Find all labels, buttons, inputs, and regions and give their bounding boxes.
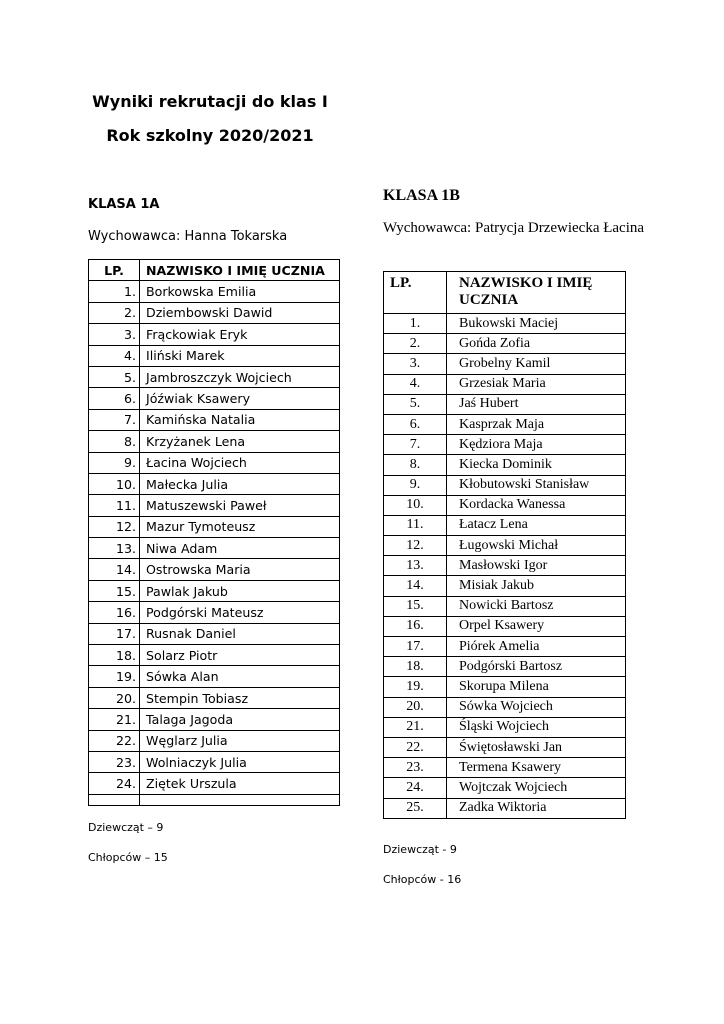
class-1a-heading: KLASA 1A [88,197,160,212]
student-name: Sówka Alan [140,666,340,687]
class-1b-heading: KLASA 1B [383,187,460,204]
row-number: 8. [384,455,447,475]
row-number: 23. [384,758,447,778]
table-row [89,473,340,494]
row-number: 10. [384,495,447,515]
student-name: Mazur Tymoteusz [140,516,340,537]
class-1b-boys-count: Chłopców - 16 [383,873,462,886]
row-number: 3. [89,324,140,345]
table-row [89,516,340,537]
row-number: 17. [89,623,140,644]
student-name: Talaga Jagoda [140,709,340,730]
row-number: 14. [89,559,140,580]
row-number: 24. [89,773,140,794]
student-name: Łacina Wojciech [140,452,340,473]
row-number: 1. [384,314,447,334]
table-row [384,475,626,495]
table-row [89,281,340,302]
row-number: 19. [384,677,447,697]
row-number: 9. [89,452,140,473]
student-name: Wolniaczyk Julia [140,751,340,772]
student-name: Sówka Wojciech [447,697,626,717]
student-name: Masłowski Igor [447,556,626,576]
student-name: Kłobutowski Stanisław [447,475,626,495]
student-name: Łatacz Lena [447,515,626,535]
table-row [89,666,340,687]
class-1a-teacher: Wychowawca: Hanna Tokarska [88,229,288,244]
student-name: Kędziora Maja [447,435,626,455]
table-row [384,394,626,414]
student-name: Ługowski Michał [447,536,626,556]
student-name: Frąckowiak Eryk [140,324,340,345]
student-name: Orpel Ksawery [447,616,626,636]
row-number: 6. [89,388,140,409]
table-row [89,409,340,430]
student-name: Bukowski Maciej [447,314,626,334]
student-name: Matuszewski Paweł [140,495,340,516]
table-row [384,697,626,717]
empty-row [89,794,340,805]
row-number: 24. [384,778,447,798]
student-name: Jambroszczyk Wojciech [140,366,340,387]
column-header-name: NAZWISKO I IMIĘ UCZNIA [140,260,340,281]
table-row [384,616,626,636]
row-number: 2. [89,302,140,323]
school-year-title: Rok szkolny 2020/2021 [106,126,314,145]
table-row [384,717,626,737]
row-number: 8. [89,431,140,452]
student-name: Wojtczak Wojciech [447,778,626,798]
student-name: Iliński Marek [140,345,340,366]
table-row [384,455,626,475]
class-1b-table [383,271,626,819]
student-name: Dziembowski Dawid [140,302,340,323]
row-number: 1. [89,281,140,302]
student-name: Grobelny Kamil [447,354,626,374]
row-number: 13. [384,556,447,576]
table-row [89,773,340,794]
table-row [384,495,626,515]
student-name: Kordacka Wanessa [447,495,626,515]
table-row [89,687,340,708]
student-name: Śląski Wojciech [447,717,626,737]
student-name: Ostrowska Maria [140,559,340,580]
row-number: 4. [384,374,447,394]
class-1a-rows [89,281,340,805]
table-row [89,345,340,366]
table-row [384,737,626,757]
table-row [384,354,626,374]
table-row [89,751,340,772]
table-row [89,645,340,666]
student-name: Gońda Zofia [447,334,626,354]
table-row [384,414,626,434]
student-name: Stempin Tobiasz [140,687,340,708]
student-name: Pawlak Jakub [140,580,340,601]
student-name: Zadka Wiktoria [447,798,626,818]
table-row [89,302,340,323]
row-number: 21. [384,717,447,737]
table-row [384,576,626,596]
table-row [384,657,626,677]
student-name: Węglarz Julia [140,730,340,751]
table-row [384,536,626,556]
class-1a-table [88,259,340,806]
table-row [384,778,626,798]
table-row [384,758,626,778]
student-name: Misiak Jakub [447,576,626,596]
row-number: 10. [89,473,140,494]
class-1b-girls-count: Dziewcząt - 9 [383,843,457,856]
row-number: 11. [384,515,447,535]
empty-cell [89,794,140,805]
student-name: Krzyżanek Lena [140,431,340,452]
student-name: Rusnak Daniel [140,623,340,644]
empty-cell [140,794,340,805]
row-number: 17. [384,637,447,657]
column-header-lp: LP. [384,272,447,314]
table-row [89,580,340,601]
student-name: Świętosławski Jan [447,737,626,757]
table-row [89,324,340,345]
class-1b-teacher: Wychowawca: Patrycja Drzewiecka Łacina [383,220,645,236]
row-number: 12. [89,516,140,537]
row-number: 22. [89,730,140,751]
row-number: 12. [384,536,447,556]
row-number: 14. [384,576,447,596]
student-name: Skorupa Milena [447,677,626,697]
student-name: Kasprzak Maja [447,414,626,434]
student-name: Grzesiak Maria [447,374,626,394]
student-name: Borkowska Emilia [140,281,340,302]
student-name: Nowicki Bartosz [447,596,626,616]
table-row [89,730,340,751]
student-name: Małecka Julia [140,473,340,494]
row-number: 25. [384,798,447,818]
row-number: 15. [89,580,140,601]
row-number: 16. [384,616,447,636]
class-1b-rows [384,314,626,819]
row-number: 5. [384,394,447,414]
student-name: Kamińska Natalia [140,409,340,430]
table-row [384,435,626,455]
row-number: 4. [89,345,140,366]
table-row [89,431,340,452]
table-row [384,637,626,657]
table-row [384,556,626,576]
row-number: 3. [384,354,447,374]
row-number: 18. [384,657,447,677]
table-header-row [384,272,626,314]
table-row [89,366,340,387]
table-row [384,515,626,535]
row-number: 13. [89,538,140,559]
row-number: 7. [384,435,447,455]
row-number: 23. [89,751,140,772]
row-number: 6. [384,414,447,434]
student-name: Podgórski Mateusz [140,602,340,623]
row-number: 11. [89,495,140,516]
student-name: Termena Ksawery [447,758,626,778]
row-number: 5. [89,366,140,387]
table-row [89,452,340,473]
table-row [89,388,340,409]
student-name: Jóźwiak Ksawery [140,388,340,409]
row-number: 19. [89,666,140,687]
table-row [384,798,626,818]
row-number: 18. [89,645,140,666]
table-header-row [89,260,340,281]
column-header-lp: LP. [89,260,140,281]
student-name: Piórek Amelia [447,637,626,657]
table-row [89,623,340,644]
table-row [89,602,340,623]
document-title: Wyniki rekrutacji do klas I [92,92,328,111]
row-number: 21. [89,709,140,730]
table-row [89,709,340,730]
row-number: 9. [384,475,447,495]
table-row [384,677,626,697]
table-row [89,538,340,559]
row-number: 16. [89,602,140,623]
row-number: 2. [384,334,447,354]
row-number: 20. [89,687,140,708]
table-row [384,314,626,334]
table-row [384,596,626,616]
class-1a-girls-count: Dziewcząt – 9 [88,821,164,834]
column-header-name: NAZWISKO I IMIĘ UCZNIA [447,272,626,314]
row-number: 22. [384,737,447,757]
class-1a-boys-count: Chłopców – 15 [88,851,168,864]
student-name: Kiecka Dominik [447,455,626,475]
student-name: Niwa Adam [140,538,340,559]
student-name: Ziętek Urszula [140,773,340,794]
student-name: Solarz Piotr [140,645,340,666]
table-row [384,334,626,354]
student-name: Jaś Hubert [447,394,626,414]
table-row [89,495,340,516]
table-row [89,559,340,580]
row-number: 20. [384,697,447,717]
row-number: 15. [384,596,447,616]
row-number: 7. [89,409,140,430]
table-row [384,374,626,394]
student-name: Podgórski Bartosz [447,657,626,677]
